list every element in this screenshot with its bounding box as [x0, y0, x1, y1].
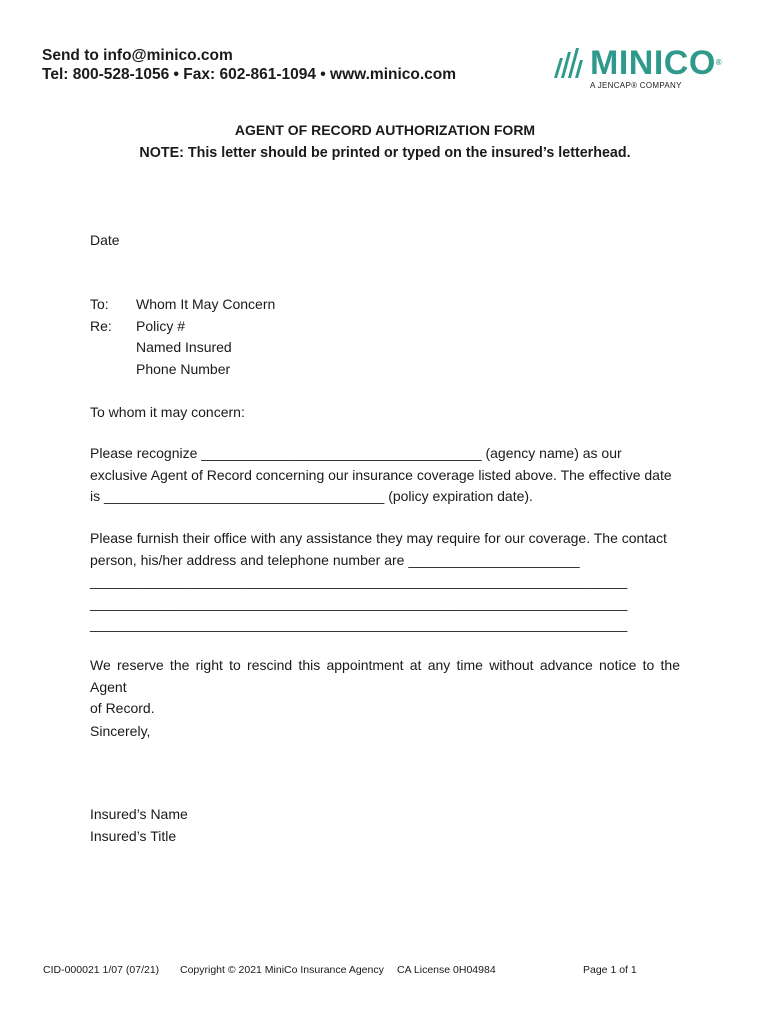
form-title: AGENT OF RECORD AUTHORIZATION FORM [234, 122, 536, 138]
blank-line: _____________________________________________________________________ [90, 573, 628, 589]
form-note: NOTE: This letter should be printed or typed on the insured’s letterhead. [139, 145, 631, 161]
footer-license: CA License 0H04984 [397, 964, 496, 976]
paragraph-line: Please furnish their office with any assistance they may require for our coverage. The contact [90, 530, 667, 546]
paragraph-line: is ____________________________________ (policy expiration date). [90, 488, 533, 504]
paragraph-line: person, his/her address and telephone number are ______________________ [90, 551, 580, 568]
date-label: Date [90, 232, 120, 248]
paragraph-line: Please recognize ____________________________________ (agency name) as our [90, 445, 622, 461]
logo-tagline: A JENCAP® COMPANY [590, 81, 682, 90]
logo-wordmark: MINICO® [590, 44, 723, 82]
footer-page-number: Page 1 of 1 [583, 964, 637, 976]
contact-paragraph [90, 528, 680, 636]
contact-block [42, 46, 456, 84]
closing: Sincerely, [90, 723, 151, 739]
greeting: To whom it may concern: [90, 404, 245, 420]
footer-cid: CID-000021 1/07 (07/21) [43, 964, 160, 976]
address-block [136, 294, 275, 380]
re-named-insured: Named Insured [136, 339, 232, 355]
paragraph-line: exclusive Agent of Record concerning our insurance coverage listed above. The effective date [90, 466, 672, 483]
paragraph-line: of Record. [90, 700, 155, 716]
minico-logo [552, 44, 730, 92]
blank-line: _____________________________________________________________________ [90, 616, 628, 632]
insured-name: Insured’s Name [90, 806, 188, 822]
contact-phone-line: Tel: 800-528-1056 • Fax: 602-861-1094 • www.minico.com [42, 66, 457, 83]
signature-block [90, 804, 188, 847]
minico-mark-icon [552, 46, 588, 80]
paragraph-line: We reserve the right to rescind this appointment at any time without advance notice to the Agent [90, 657, 680, 695]
rescind-paragraph [90, 655, 680, 720]
re-phone-number: Phone Number [136, 360, 231, 377]
insured-title: Insured’s Title [90, 827, 177, 844]
re-policy: Policy # [136, 317, 186, 334]
contact-email-line: Send to info@minico.com [42, 47, 233, 64]
to-label: To: [90, 296, 109, 312]
footer-copyright: Copyright © 2021 MiniCo Insurance Agency [180, 964, 384, 976]
re-label: Re: [90, 318, 112, 334]
to-value: Whom It May Concern [136, 296, 276, 312]
agency-recognition-paragraph [90, 443, 680, 508]
blank-line: _____________________________________________________________________ [90, 594, 628, 611]
